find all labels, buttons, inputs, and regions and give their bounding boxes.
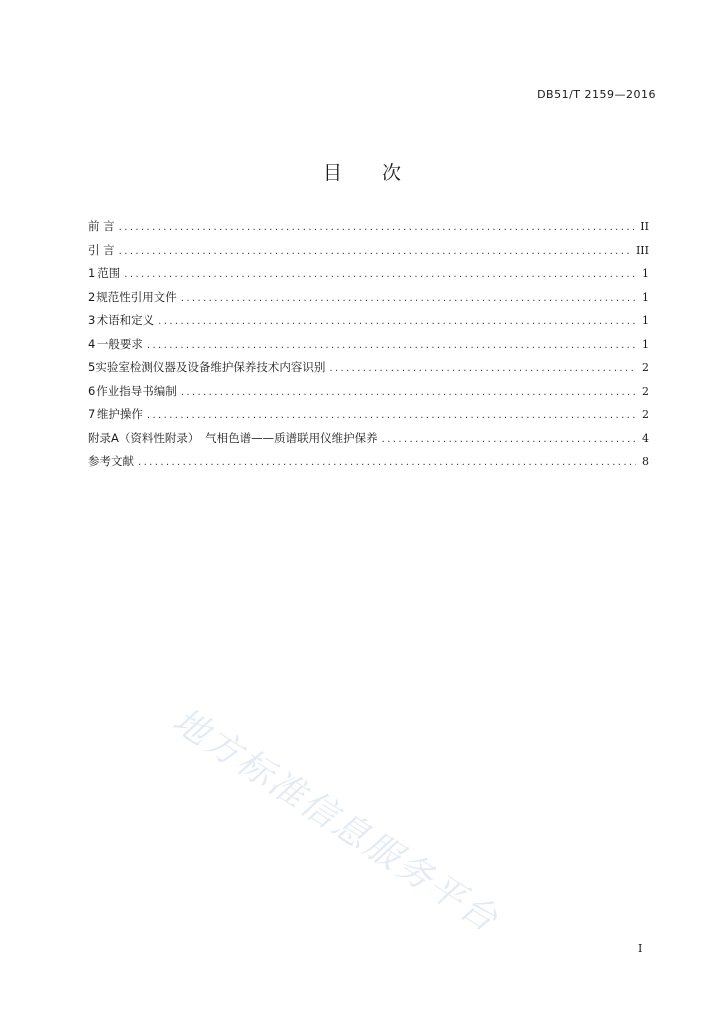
toc-entry-label: 参考文献 (88, 454, 134, 468)
toc-entry-label: 前 言 (88, 219, 115, 233)
toc-entry-label: 引 言 (88, 242, 115, 257)
dot-leader (382, 434, 636, 445)
standard-code: DB51/T 2159—2016 (537, 88, 656, 101)
dot-leader (124, 269, 636, 280)
toc-entry-maintenance-operation[interactable] (88, 406, 649, 430)
toc-entry-page: 2 (642, 361, 649, 374)
watermark: 地方标准信息服务平台 (165, 700, 506, 942)
dot-leader (181, 293, 636, 304)
toc-entry-page: 1 (642, 337, 649, 351)
toc-title-char-1: 目 (322, 162, 342, 184)
toc-entry-number: 2 (88, 289, 96, 304)
toc-entry-number: 5 (88, 360, 96, 374)
toc-entry-number: 7 (88, 407, 96, 421)
dot-leader (147, 410, 636, 421)
toc-entry-appendix-a[interactable] (88, 430, 649, 454)
toc-entry-page: 4 (642, 431, 649, 445)
dot-leader (181, 387, 636, 398)
dot-leader (119, 246, 630, 257)
toc-title (0, 158, 724, 185)
dot-leader (147, 340, 636, 351)
toc-entry-terms[interactable] (88, 312, 649, 336)
toc-entry-number: 3 (88, 313, 96, 327)
toc-entry-scope[interactable] (88, 265, 649, 289)
toc-entry-general-requirements[interactable] (88, 336, 649, 360)
toc-entry-foreword[interactable] (88, 218, 649, 242)
toc-entry-label: 术语和定义 (96, 313, 155, 327)
toc-entry-work-instruction[interactable] (88, 383, 649, 407)
toc-entry-label: 一般要求 (96, 336, 143, 351)
toc-title-char-2: 次 (382, 162, 402, 184)
toc-entry-number: 6 (88, 383, 96, 398)
toc-entry-normative-references[interactable] (88, 289, 649, 313)
toc-list (88, 218, 649, 477)
toc-entry-page: 2 (642, 384, 649, 398)
toc-entry-maintenance-identification[interactable] (88, 359, 649, 383)
toc-entry-number: 1 (88, 266, 96, 280)
toc-entry-number: 4 (88, 336, 96, 351)
page-number: I (638, 942, 643, 955)
toc-entry-page: 1 (642, 267, 649, 280)
toc-entry-label: 范围 (97, 266, 121, 280)
toc-entry-label: 作业指导书编制 (96, 383, 177, 398)
toc-entry-label: 附录A（资料性附录） 气相色谱——质谱联用仪维护保养 (88, 430, 378, 445)
toc-entry-page: III (635, 243, 649, 257)
toc-entry-label: 规范性引用文件 (96, 289, 177, 304)
toc-entry-bibliography[interactable] (88, 453, 649, 477)
dot-leader (329, 363, 636, 374)
toc-entry-label: 实验室检测仪器及设备维护保养技术内容识别 (95, 360, 326, 374)
dot-leader (119, 222, 635, 233)
toc-entry-page: 1 (642, 314, 649, 327)
toc-entry-page: 2 (642, 408, 649, 421)
dot-leader (138, 457, 636, 468)
dot-leader (158, 316, 636, 327)
toc-entry-page: 8 (642, 455, 649, 468)
toc-entry-label: 维护操作 (96, 407, 143, 421)
toc-entry-page: II (640, 220, 649, 233)
toc-entry-introduction[interactable] (88, 242, 649, 266)
toc-entry-page: 1 (642, 290, 649, 304)
